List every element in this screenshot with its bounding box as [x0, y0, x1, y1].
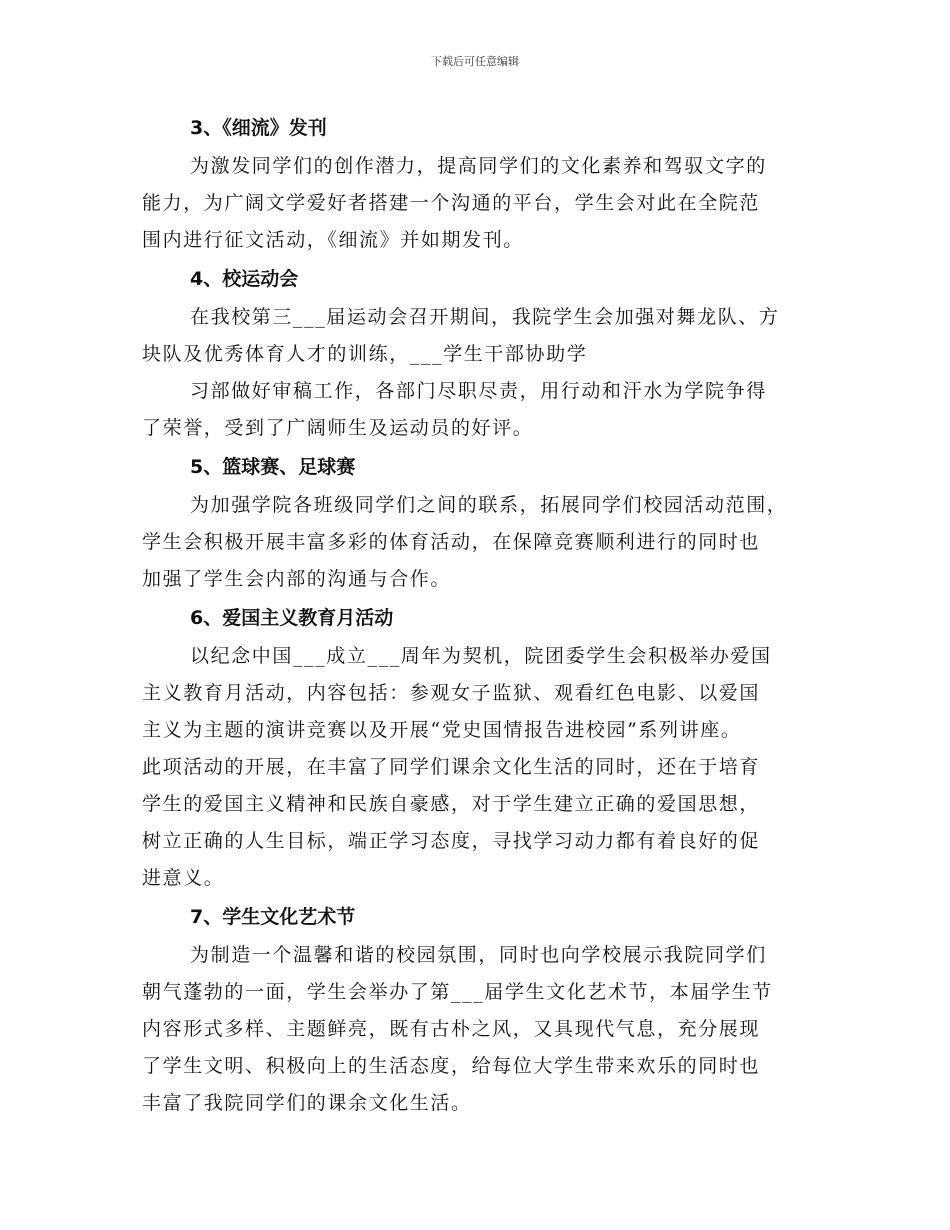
paragraph-line: 以纪念中国___成立___周年为契机，院团委学生会积极举办爱国	[190, 645, 772, 667]
section-paragraph	[142, 148, 818, 259]
paragraph-line: 主义为主题的演讲竞赛以及开展“党史国情报告进校园”系列讲座。	[142, 719, 742, 741]
section-heading: 7、学生文化艺术节	[190, 906, 356, 928]
paragraph-line: 此项活动的开展，在丰富了同学们课余文化生活的同时，还在于培育	[142, 756, 761, 778]
section-heading: 3、《细流》发刊	[190, 117, 327, 139]
section-paragraph	[142, 487, 818, 598]
section-heading: 5、篮球赛、足球赛	[190, 456, 356, 478]
paragraph-line: 块队及优秀体育人才的训练，___学生干部协助学	[142, 343, 588, 365]
paragraph-line: 加强了学生会内部的沟通与合作。	[142, 568, 452, 590]
paragraph-line: 树立正确的人生目标，端正学习态度，寻找学习动力都有着良好的促	[142, 830, 761, 852]
paragraph-line: 习部做好审稿工作，各部门尽职尽责，用行动和汗水为学院争得	[190, 380, 767, 402]
paragraph-line: 了学生文明、积极向上的生活态度，给每位大学生带来欢乐的同时也	[142, 1055, 761, 1077]
section-paragraph	[142, 299, 818, 373]
page-header: 下载后可任意编辑	[431, 55, 519, 68]
section-paragraph	[142, 937, 818, 1122]
paragraph-line: 为加强学院各班级同学们之间的联系，拓展同学们校园活动范围，	[190, 494, 788, 516]
paragraph-line: 在我校第三___届运动会召开期间，我院学生会加强对舞龙队、方	[190, 306, 780, 328]
section-heading: 4、校运动会	[190, 268, 299, 290]
paragraph-line: 能力，为广阔文学爱好者搭建一个沟通的平台，学生会对此在全院范	[142, 192, 761, 214]
paragraph-line: 为制造一个温馨和谐的校园氛围，同时也向学校展示我院同学们	[190, 944, 767, 966]
paragraph-line: 学生的爱国主义精神和民族自豪感，对于学生建立正确的爱国思想，	[142, 793, 761, 815]
section-paragraph	[142, 638, 818, 897]
paragraph-line: 丰富了我院同学们的课余文化生活。	[142, 1092, 472, 1114]
document-body	[142, 108, 818, 1122]
paragraph-line: 了荣誉，受到了广阔师生及运动员的好评。	[142, 417, 534, 439]
paragraph-line: 为激发同学们的创作潜力，提高同学们的文化素养和驾驭文字的	[190, 155, 767, 177]
paragraph-line: 内容形式多样、主题鲜亮，既有古朴之风，又具现代气息，充分展现	[142, 1018, 761, 1040]
section-paragraph	[142, 373, 818, 447]
section-heading: 6、爱国主义教育月活动	[190, 607, 394, 629]
paragraph-line: 进意义。	[142, 867, 225, 889]
paragraph-line: 朝气蓬勃的一面，学生会举办了第___届学生文化艺术节，本届学生节	[142, 981, 773, 1003]
paragraph-line: 围内进行征文活动，《细流》并如期发刊。	[142, 229, 524, 251]
paragraph-line: 主义教育月活动，内容包括：参观女子监狱、观看红色电影、以爱国	[142, 682, 761, 704]
paragraph-line: 学生会积极开展丰富多彩的体育活动，在保障竞赛顺利进行的同时也	[142, 531, 761, 553]
